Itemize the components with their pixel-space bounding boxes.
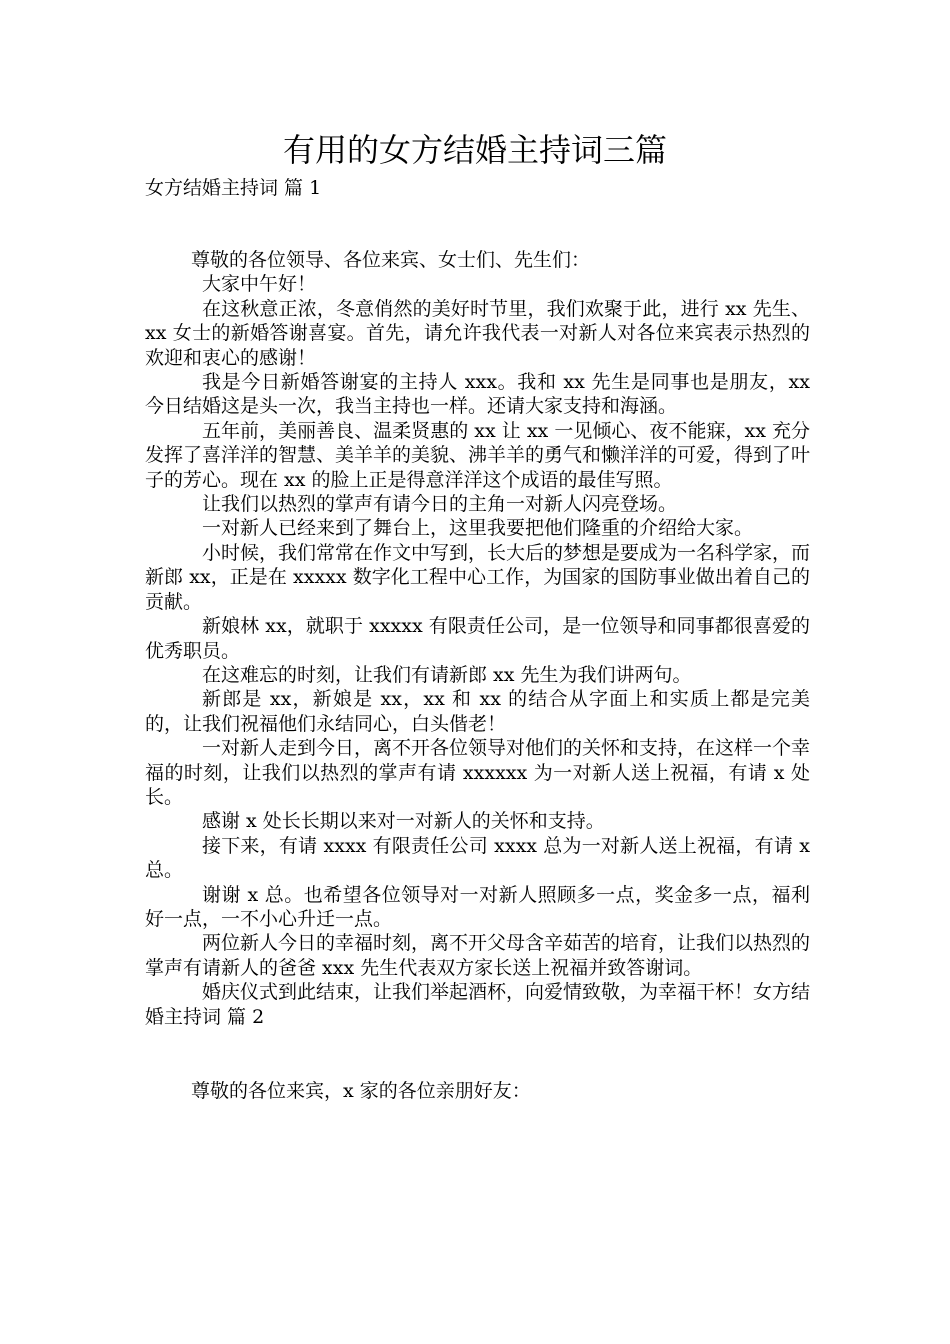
paragraph: 感谢 x 处长长期以来对一对新人的关怀和支持。 xyxy=(202,810,605,833)
document-title: 有用的女方结婚主持词三篇 xyxy=(282,131,667,169)
paragraph: 一对新人走到今日，离不开各位领导对他们的关怀和支持，在这样一个幸福的时刻，让我们以热烈的掌声有请 xxxxxx 为一对新人送上祝福，有请 x 处长。 xyxy=(145,737,811,808)
paragraph: 在这秋意正浓，冬意俏然的美好时节里，我们欢聚于此，进行 xx 先生、xx 女士的新婚答谢喜宴。首先，请允许我代表一对新人对各位来宾表示热烈的欢迎和衷心的感谢！ xyxy=(145,297,810,369)
paragraph: 五年前，美丽善良、温柔贤惠的 xx 让 xx 一见倾心、夜不能寐，xx 充分发挥了喜洋洋的智慧、美羊羊的美貌、沸羊羊的勇气和懒洋洋的可爱，得到了叶子的芳心。现在 xx 的脸上正是得意洋洋这个成语的最佳写照。 xyxy=(145,419,811,491)
paragraph: 接下来，有请 xxxx 有限责任公司 xxxx 总为一对新人送上祝福，有请 x 总。 xyxy=(145,834,810,882)
document-body xyxy=(145,248,810,1103)
paragraph: 婚庆仪式到此结束，让我们举起酒杯，向爱情致敬，为幸福干杯！女方结婚主持词 篇 2 xyxy=(145,981,811,1028)
paragraph: 我是今日新婚答谢宴的主持人 xxx。我和 xx 先生是同事也是朋友，xx 今日结婚这是头一次，我当主持也一样。还请大家支持和海涵。 xyxy=(145,371,810,418)
salutation-1: 尊敬的各位领导、各位来宾、女士们、先生们： xyxy=(191,249,591,271)
section-gap xyxy=(145,1029,810,1079)
paragraph: 新郎是 xx，新娘是 xx，xx 和 xx 的结合从字面上和实质上都是完美的，让我们祝福他们永结同心，白头偕老！ xyxy=(145,688,810,735)
paragraph: 一对新人已经来到了舞台上，这里我要把他们隆重的介绍给大家。 xyxy=(202,517,754,540)
paragraph: 新娘林 xx，就职于 xxxxx 有限责任公司，是一位领导和同事都很喜爱的优秀职员。 xyxy=(145,615,810,662)
section-1-label: 女方结婚主持词 篇 1 xyxy=(145,177,322,199)
paragraph: 小时候，我们常常在作文中写到，长大后的梦想是要成为一名科学家，而新郎 xx，正是在 xxxxx 数字化工程中心工作，为国家的国防事业做出着自己的贡献。 xyxy=(145,541,811,613)
paragraph: 两位新人今日的幸福时刻，离不开父母含辛茹苦的培育，让我们以热烈的掌声有请新人的爸爸 xxx 先生代表双方家长送上祝福并致答谢词。 xyxy=(145,932,811,979)
salutation-2: 尊敬的各位来宾，x 家的各位亲朋好友： xyxy=(191,1080,531,1102)
paragraph: 大家中午好！ xyxy=(202,273,317,296)
paragraph: 让我们以热烈的掌声有请今日的主角一对新人闪亮登场。 xyxy=(202,493,678,516)
paragraph: 谢谢 x 总。也希望各位领导对一对新人照顾多一点，奖金多一点，福利好一点，一不小心升迁一点。 xyxy=(145,883,810,930)
paragraph: 在这难忘的时刻，让我们有请新郎 xx 先生为我们讲两句。 xyxy=(202,663,692,686)
